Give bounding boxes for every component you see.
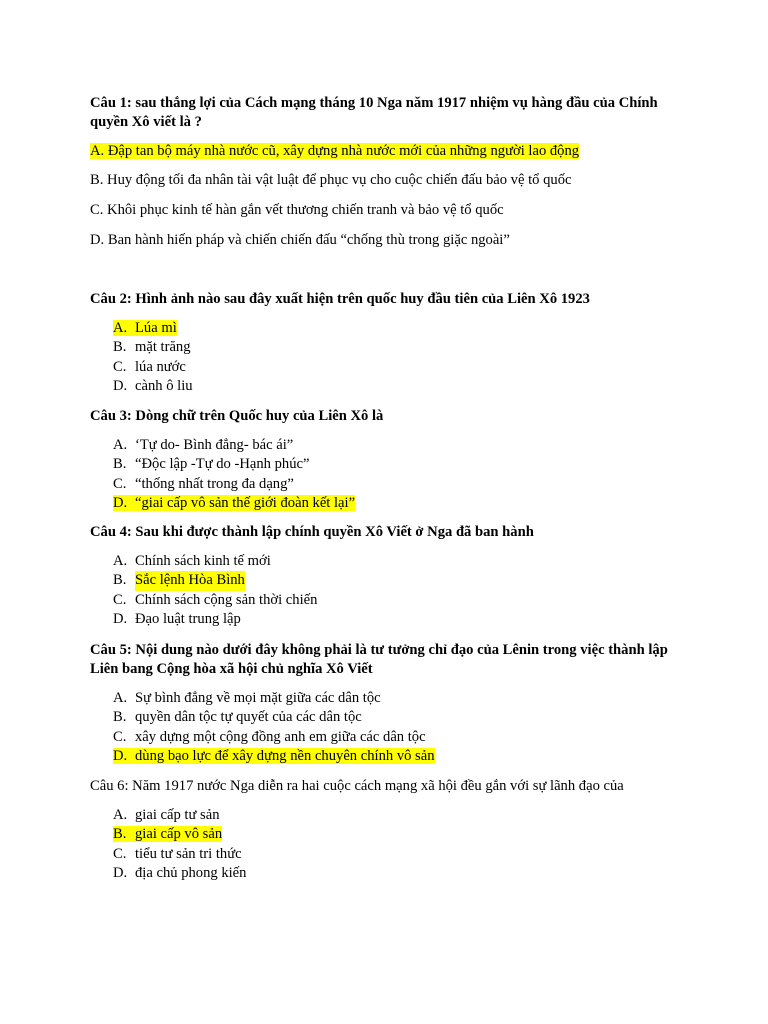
question-1-option-a <box>90 142 700 161</box>
question-2-option-c: C.lúa nước <box>113 358 186 375</box>
question-2-title: Câu 2: Hình ảnh nào sau đây xuất hiện trên quốc huy đầu tiên của Liên Xô 1923 <box>90 291 590 307</box>
question-6-option-a: A.giai cấp tư sản <box>113 807 220 823</box>
question-3-options <box>113 436 355 514</box>
question-6-option-d: D. địa chủ phong kiến <box>113 865 247 882</box>
question-5-option-a: A. Sự bình đẳng về mọi mặt giữa các dân tộc <box>113 690 381 706</box>
question-2-option-b: B. mặt trăng <box>113 339 191 356</box>
question-5-option-b: B. quyền dân tộc tự quyết của các dân tộc <box>113 709 362 726</box>
question-5-option-d: D. dùng bạo lực để xây dựng nền chuyên chính vô sản <box>113 748 435 765</box>
question-3-option-a: A. ‘Tự do- Bình đẳng- bác ái” <box>113 437 294 453</box>
question-5-option-c: C. xây dựng một cộng đồng anh em giữa các dân tộc <box>113 728 426 745</box>
question-2-option-d: D.cành ô liu <box>113 378 193 395</box>
question-1-option-d: D. Ban hành hiến pháp và chiến chiến đấu “chống thù trong giặc ngoài” <box>90 232 510 248</box>
question-4-option-a: A. Chính sách kinh tế mới <box>113 553 271 569</box>
question-3-option-c: C. “thống nhất trong đa dạng” <box>113 475 294 492</box>
question-2-options <box>113 319 193 397</box>
question-3-option-b: B.“Độc lập -Tự do -Hạnh phúc” <box>113 456 310 473</box>
question-1-title: Câu 1: sau thắng lợi của Cách mạng tháng 10 Nga năm 1917 nhiệm vụ hàng đầu của Chính quyền Xô viết là ? <box>90 95 658 130</box>
question-4-title: Câu 4: Sau khi được thành lập chính quyền Xô Viết ở Nga đã ban hành <box>90 524 534 540</box>
question-3-title: Câu 3: Dòng chữ trên Quốc huy của Liên Xô là <box>90 408 384 424</box>
question-4-options <box>113 552 317 630</box>
question-1-option-b: B. Huy động tối đa nhân tài vật luật để phục vụ cho cuộc chiến đấu bảo vệ tổ quốc <box>90 172 572 188</box>
question-6-title: Câu 6: Năm 1917 nước Nga diễn ra hai cuộc cách mạng xã hội đều gắn với sự lãnh đạo của <box>90 778 624 794</box>
question-5-options <box>113 689 435 767</box>
question-4-option-b: B. Sắc lệnh Hòa Bình <box>113 571 317 590</box>
question-1-option-c: C. Khôi phục kinh tế hàn gắn vết thương chiến tranh và bảo vệ tổ quốc <box>90 202 504 218</box>
question-2-option-a: A. Lúa mì <box>113 320 177 336</box>
question-6-option-b: B. giai cấp vô sản <box>113 826 223 843</box>
question-5-title: Câu 5: Nội dung nào dưới đây không phải là tư tưởng chỉ đạo của Lênin trong việc thành lập Liên bang Cộng hòa xã hội chủ nghĩa Xô Viết <box>90 642 668 677</box>
question-1-option-a-text: A. Đập tan bộ máy nhà nước cũ, xây dựng nhà nước mới của những người lao động <box>90 143 580 159</box>
question-6-option-c: C. tiểu tư sản tri thức <box>113 845 242 862</box>
question-4-option-d: D. Đạo luật trung lập <box>113 611 241 628</box>
question-3-option-d: D. “giai cấp vô sản thế giới đoàn kết lại” <box>113 495 356 512</box>
question-4-option-c: C.Chính sách cộng sản thời chiến <box>113 591 318 608</box>
question-6-options <box>113 806 246 884</box>
